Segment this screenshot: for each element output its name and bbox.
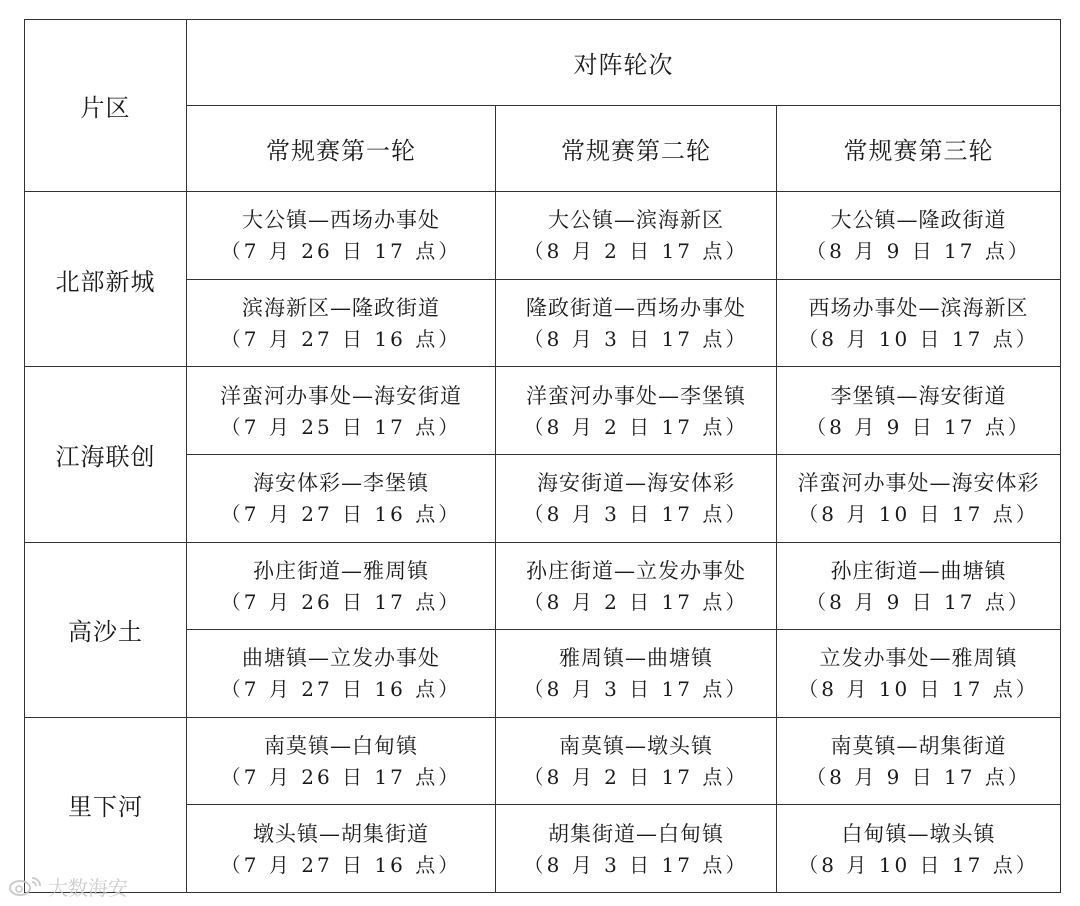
match-teams: 大公镇—西场办事处 [242,208,440,233]
match-cell [187,805,496,893]
match-cell [496,279,777,367]
match-time: （7 月 27 日 16 点） [220,326,462,351]
match-teams: 滨海新区—隆政街道 [242,295,440,320]
watermark [8,872,128,900]
match-cell [496,367,777,455]
match-teams: 白甸镇—墩头镇 [841,821,996,846]
match-time: （7 月 26 日 17 点） [220,765,462,790]
match-time: （8 月 9 日 17 点） [806,414,1031,439]
watermark-text: 大数海安 [48,875,128,900]
match-teams: 曲塘镇—立发办事处 [242,646,440,671]
match-time: （8 月 9 日 17 点） [806,765,1031,790]
match-teams: 海安体彩—李堡镇 [253,471,429,496]
header-round-1: 常规赛第一轮 [187,106,496,192]
match-teams: 孙庄街道—曲塘镇 [830,558,1007,583]
match-teams: 李堡镇—海安街道 [830,383,1007,408]
match-time: （8 月 2 日 17 点） [523,589,749,614]
match-time: （7 月 27 日 16 点） [220,677,462,702]
match-teams: 大公镇—隆政街道 [830,208,1007,233]
match-cell [187,192,496,280]
district-name: 北部新城 [25,192,187,367]
match-time: （8 月 2 日 17 点） [523,414,749,439]
match-teams: 孙庄街道—立发办事处 [526,558,746,583]
header-row-top [25,20,1061,106]
match-time: （8 月 3 日 17 点） [523,326,749,351]
match-teams: 洋蛮河办事处—李堡镇 [526,383,746,408]
match-teams: 雅周镇—曲塘镇 [559,646,713,671]
match-time: （7 月 27 日 16 点） [220,502,462,527]
match-teams: 西场办事处—滨海新区 [808,295,1029,320]
match-cell [777,542,1061,630]
table-row [25,367,1061,455]
match-cell [187,542,496,630]
match-cell [496,717,777,805]
match-teams: 南莫镇—胡集街道 [830,734,1007,759]
match-teams: 隆政街道—西场办事处 [526,295,746,320]
match-time: （8 月 10 日 17 点） [798,502,1039,527]
match-teams: 立发办事处—雅周镇 [819,646,1018,671]
match-time: （8 月 3 日 17 点） [523,852,749,877]
table-row [25,542,1061,630]
weibo-logo-icon [8,874,44,898]
match-cell [187,630,496,718]
match-teams: 墩头镇—胡集街道 [253,821,429,846]
match-time: （8 月 9 日 17 点） [806,589,1031,614]
match-time: （8 月 10 日 17 点） [798,852,1039,877]
match-cell [777,367,1061,455]
header-round-3: 常规赛第三轮 [777,106,1061,192]
match-time: （8 月 3 日 17 点） [523,677,749,702]
match-cell [777,717,1061,805]
match-time: （8 月 10 日 17 点） [798,326,1039,351]
match-cell [496,192,777,280]
match-teams: 胡集街道—白甸镇 [548,821,724,846]
header-rounds-title: 对阵轮次 [187,20,1061,106]
district-name: 江海联创 [25,367,187,542]
match-teams: 大公镇—滨海新区 [548,208,724,233]
match-teams: 海安街道—海安体彩 [537,471,735,496]
schedule-body [25,192,1061,893]
match-cell [187,454,496,542]
match-time: （8 月 10 日 17 点） [798,677,1039,702]
match-time: （8 月 2 日 17 点） [523,765,749,790]
match-teams: 洋蛮河办事处—海安街道 [220,383,462,408]
match-cell [496,630,777,718]
header-district: 片区 [25,20,187,192]
match-cell [777,279,1061,367]
match-cell [777,454,1061,542]
match-time: （7 月 26 日 17 点） [220,589,462,614]
match-teams: 南莫镇—白甸镇 [264,734,418,759]
match-teams: 孙庄街道—雅周镇 [253,558,429,583]
match-time: （8 月 9 日 17 点） [806,239,1031,264]
match-time: （7 月 27 日 16 点） [220,852,462,877]
match-cell [496,542,777,630]
match-cell [187,717,496,805]
match-cell [496,454,777,542]
schedule-table [24,19,1061,893]
match-cell [777,630,1061,718]
match-teams: 南莫镇—墩头镇 [559,734,713,759]
table-row [25,717,1061,805]
match-time: （7 月 26 日 17 点） [220,239,462,264]
table-row [25,192,1061,280]
header-round-2: 常规赛第二轮 [496,106,777,192]
match-time: （8 月 2 日 17 点） [523,239,749,264]
match-cell [187,279,496,367]
match-teams: 洋蛮河办事处—海安体彩 [797,471,1040,496]
district-name: 高沙土 [25,542,187,717]
match-cell [187,367,496,455]
district-name: 里下河 [25,717,187,892]
match-cell [777,192,1061,280]
match-time: （7 月 25 日 17 点） [220,414,462,439]
match-cell [777,805,1061,893]
match-cell [496,805,777,893]
match-time: （8 月 3 日 17 点） [523,502,749,527]
